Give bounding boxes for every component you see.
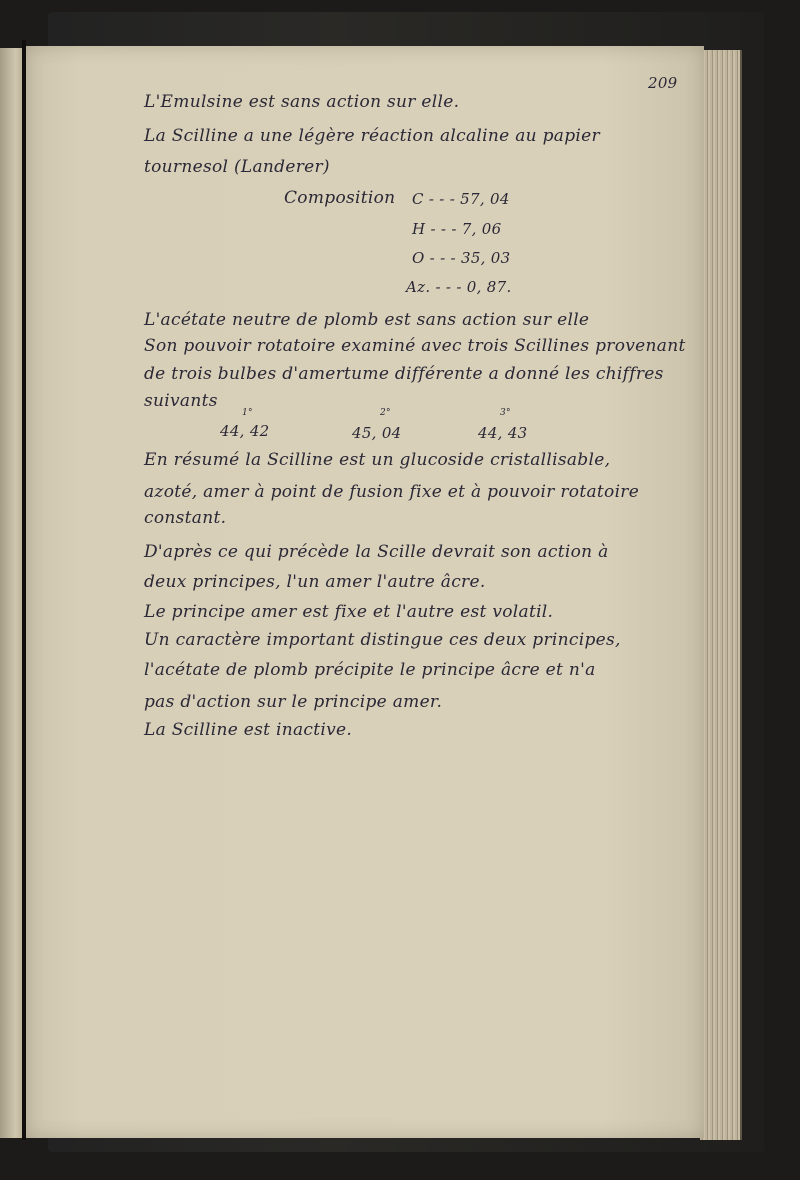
text-line: azoté, amer à point de fusion fixe et à pouvoir rotatoire: [144, 482, 640, 502]
text-line: suivants: [144, 391, 218, 411]
text-line: La Scilline a une légère réaction alcaline au papier: [144, 126, 600, 146]
rotation-mark: 1°: [242, 408, 253, 418]
composition-row: C - - - 57, 04: [412, 190, 510, 208]
manuscript-page: [26, 46, 704, 1138]
rotation-value: 44, 43: [478, 424, 528, 442]
text-line: L'acétate neutre de plomb est sans action sur elle: [144, 310, 590, 330]
rotation-value: 45, 04: [352, 424, 402, 442]
text-line: L'Emulsine est sans action sur elle.: [144, 92, 460, 112]
rotation-mark: 2°: [380, 408, 391, 418]
text-line: Son pouvoir rotatoire examiné avec trois Scillines provenant: [144, 336, 686, 356]
page-stack-edge: [700, 50, 742, 1140]
composition-row: O - - - 35, 03: [412, 249, 511, 267]
rotation-mark: 3°: [500, 408, 511, 418]
text-line: D'après ce qui précède la Scille devrait son action à: [144, 542, 609, 562]
page-number: 209: [648, 74, 678, 92]
text-line: tournesol (Landerer): [144, 157, 330, 177]
text-line: deux principes, l'un amer l'autre âcre.: [144, 572, 486, 592]
composition-row: H - - - 7, 06: [412, 220, 502, 238]
text-line: de trois bulbes d'amertume différente a donné les chiffres: [144, 364, 664, 384]
text-line: l'acétate de plomb précipite le principe âcre et n'a: [144, 660, 596, 680]
composition-label: Composition: [284, 188, 396, 208]
text-line: constant.: [144, 508, 227, 528]
facing-page-edge: [0, 48, 23, 1138]
text-line: En résumé la Scilline est un glucoside cristallisable,: [144, 450, 611, 470]
text-line: Le principe amer est fixe et l'autre est volatil.: [144, 602, 554, 622]
composition-row: Az. - - - 0, 87.: [406, 278, 512, 296]
text-line: La Scilline est inactive.: [144, 720, 353, 740]
text-line: Un caractère important distingue ces deux principes,: [144, 630, 621, 650]
rotation-value: 44, 42: [220, 422, 270, 440]
text-line: pas d'action sur le principe amer.: [144, 692, 443, 712]
